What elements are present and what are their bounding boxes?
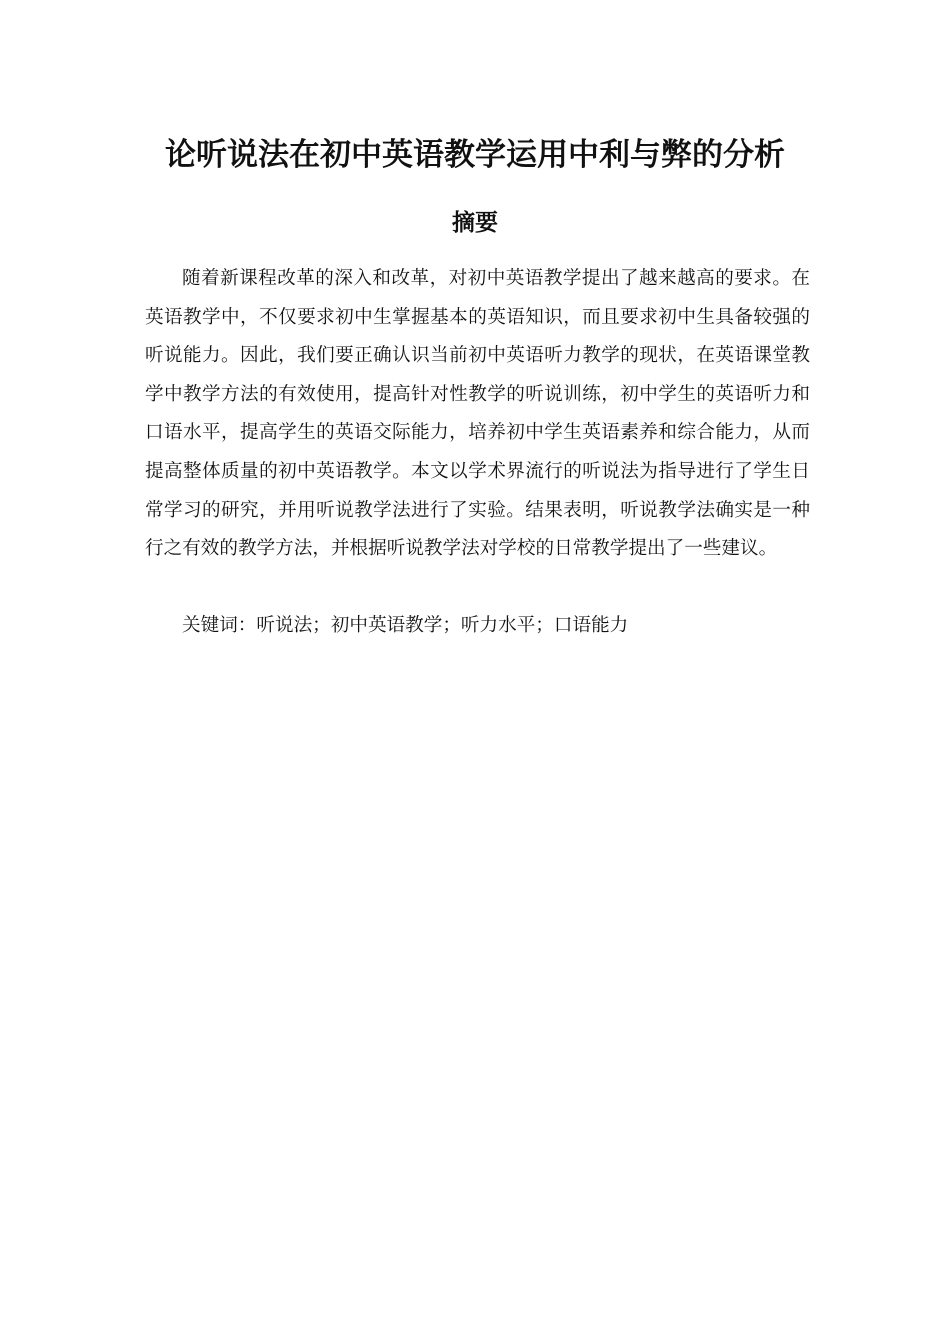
abstract-heading: 摘要 bbox=[452, 210, 498, 236]
keywords-line: 关键词：听说法；初中英语教学；听力水平；口语能力 bbox=[182, 615, 629, 636]
document-title: 论听说法在初中英语教学运用中利与弊的分析 bbox=[165, 137, 785, 173]
abstract-paragraph: 随着新课程改革的深入和改革，对初中英语教学提出了越来越高的要求。在英语教学中，不仅要求初中生掌握基本的英语知识，而且要求初中生具备较强的听说能力。因此，我们要正确认识当前初中英语听力教学的现状，在英语课堂教学中教学方法的有效使用，提高针对性教学的听说训练，初中学生的英语听力和口语水平，提高学生的英语交际能力，培养初中学生英语素养和综合能力，从而提高整体质量的初中英语教学。本文以学术界流行的听说法为指导进行了学生日常学习的研究，并用听说教学法进行了实验。结果表明，听说教学法确实是一种行之有效的教学方法，并根据听说教学法对学校的日常教学提出了一些建议。 bbox=[145, 268, 810, 560]
